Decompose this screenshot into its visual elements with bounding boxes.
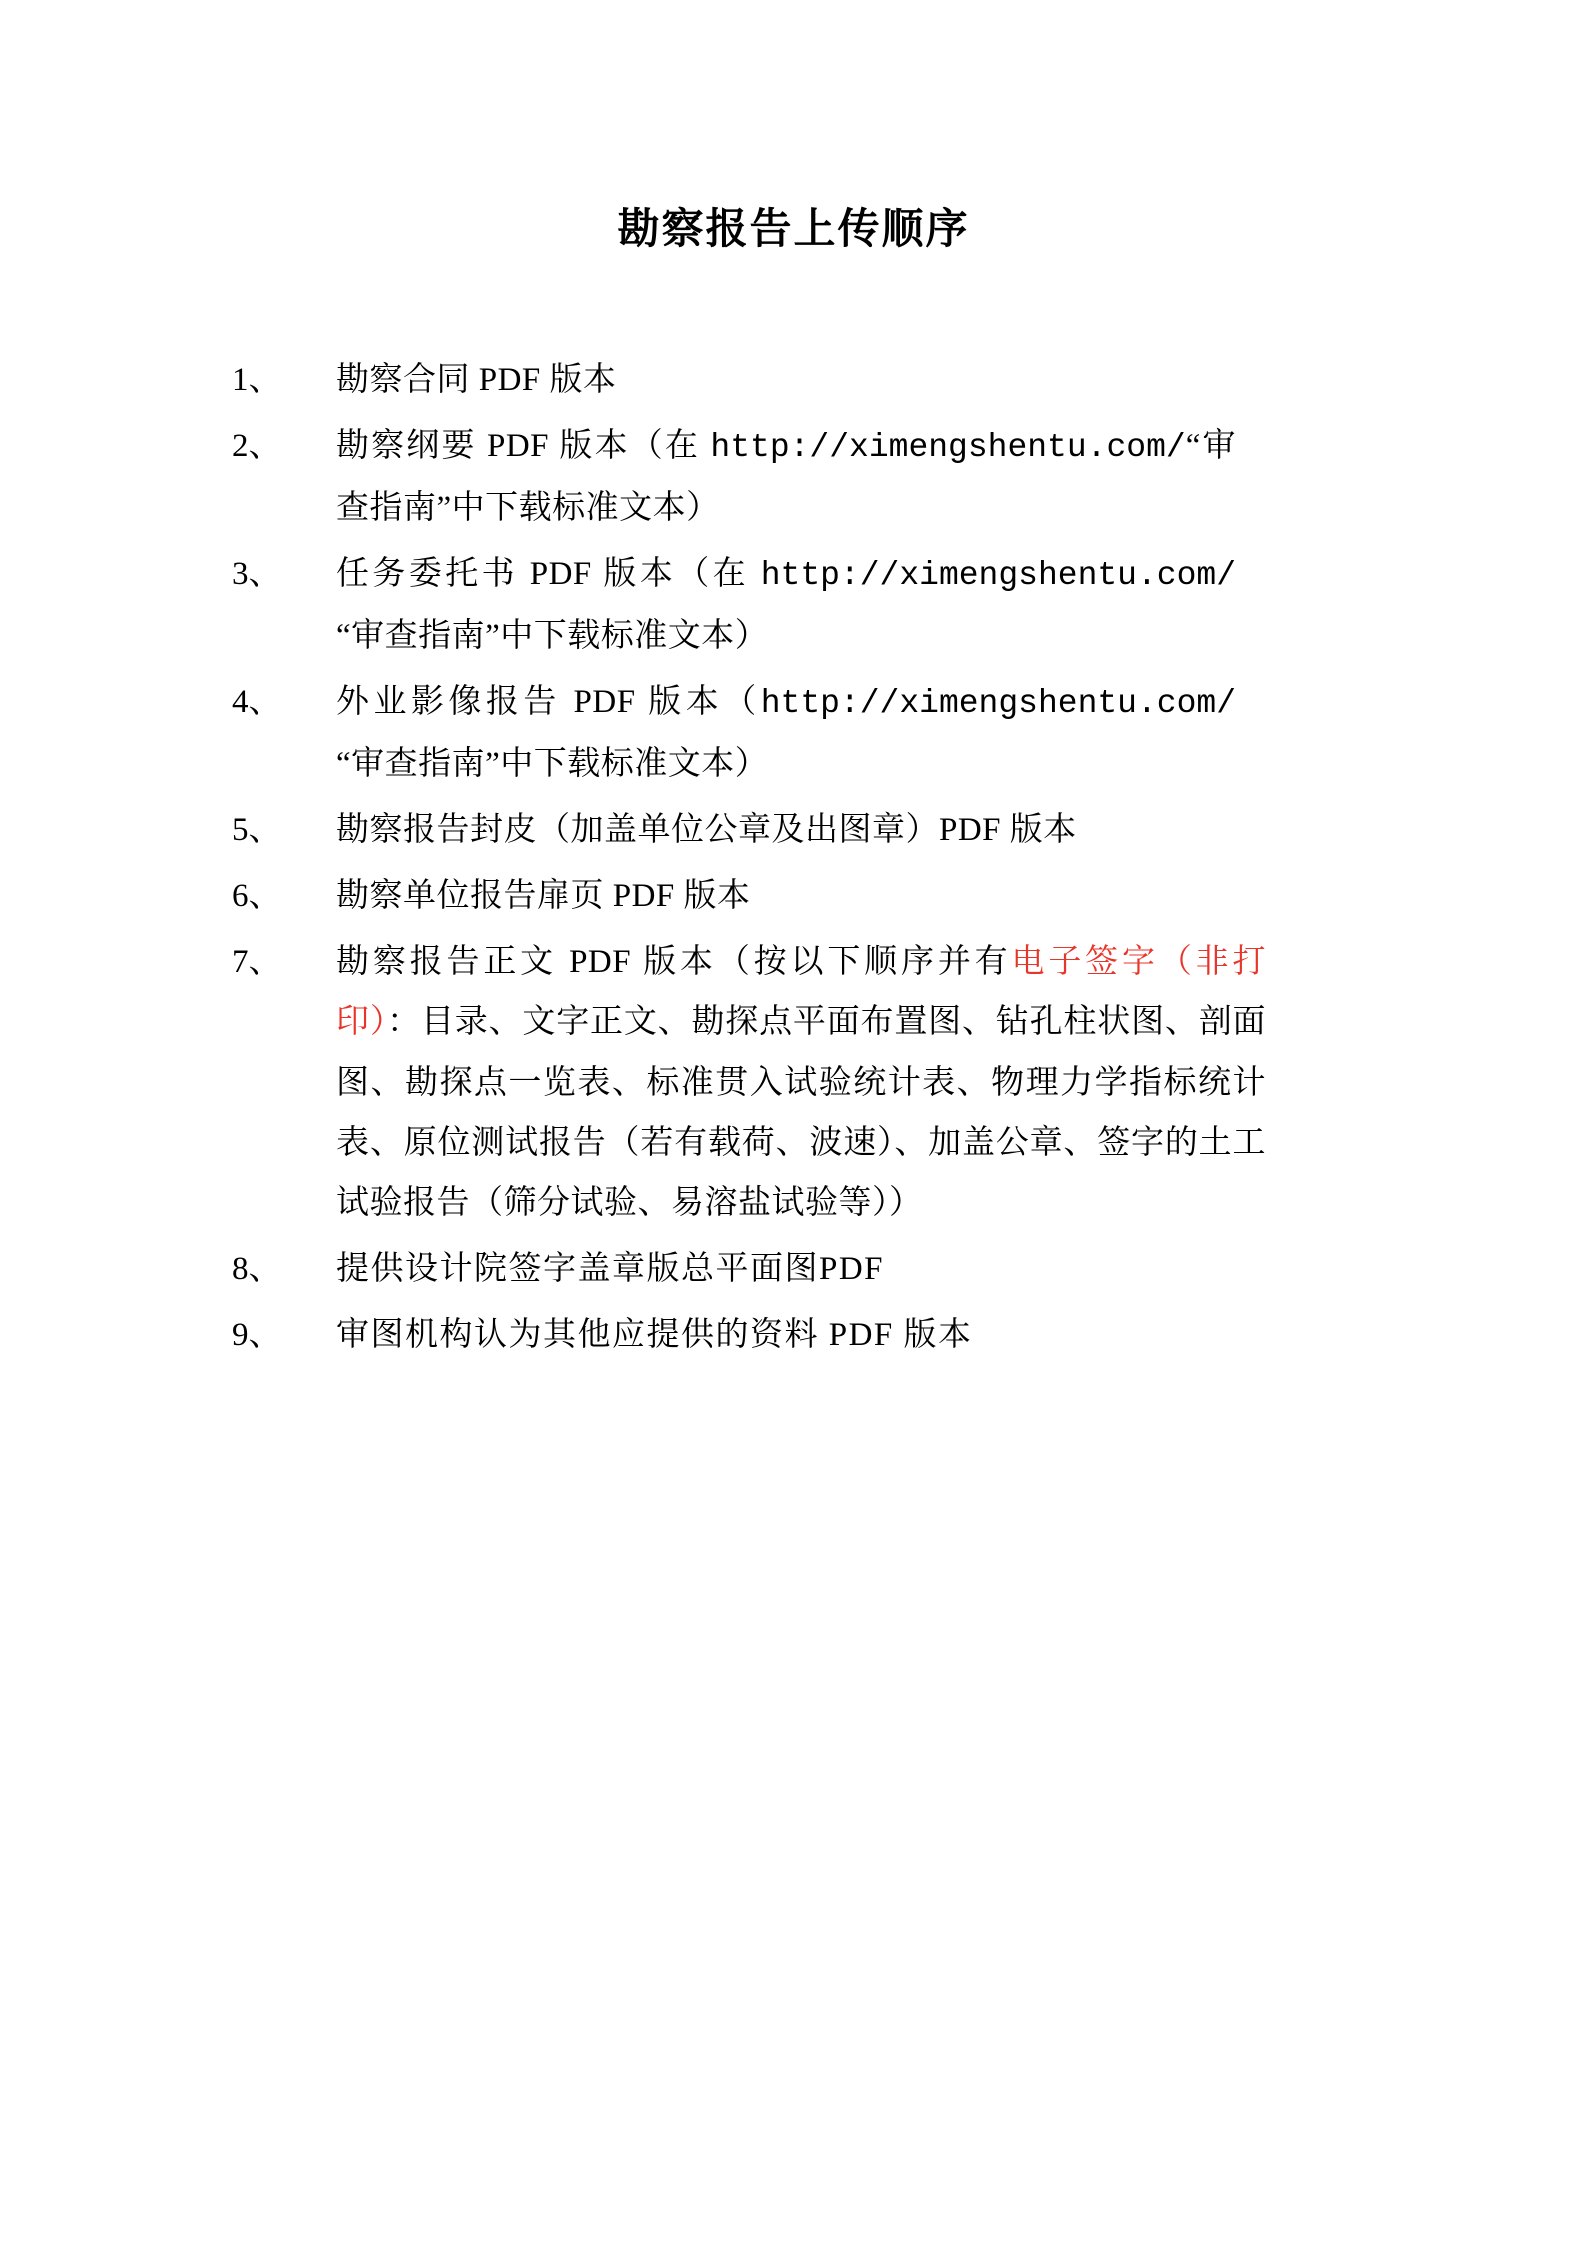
text-run: ：目录、文字正文、勘探点平面布置图、钻孔柱状图、剖面图、勘探点一览表、标准贯入试验统计表、物理力学指标统计表、原位测试报告（若有载荷、波速）、加盖公章、签字的土工试验报告（筛分试验、易溶盐试验等）） [336,1004,1267,1221]
text-run: 勘察报告封皮（加盖单位公章及出图章）PDF 版本 [336,812,1077,849]
upload-order-list [0,350,1587,1365]
list-item-marker: 5、 [232,812,282,849]
list-item-marker: 1、 [232,362,282,398]
text-run: 勘察纲要 PDF 版本（在 [336,428,711,465]
text-run: 任务委托书 PDF 版本（在 [336,556,761,593]
list-item-marker: 6、 [232,878,282,915]
list-item [0,350,1587,410]
list-item-text [336,544,1316,666]
page-title: 勘察报告上传顺序 [617,205,970,252]
list-item [0,932,1587,1232]
text-run: 审图机构认为其他应提供的资料 PDF 版本 [336,1316,973,1353]
list-item-text [336,800,1316,860]
text-run: 勘察单位报告扉页 PDF 版本 [336,878,751,915]
text-run: “审查指南”中下载标准文本） [336,618,769,655]
inline-url[interactable]: http://ximengshentu.com/ [710,429,1186,467]
list-item [0,544,1587,666]
text-run: “审查指南”中下载标准文本） [336,428,1236,527]
text-run: 勘察报告正文 PDF 版本（按以下顺序并有 [336,944,1012,981]
list-item-marker: 4、 [232,684,282,721]
list-item-marker: 8、 [232,1250,282,1287]
list-item [0,800,1587,860]
list-item-text [336,932,1346,1232]
highlighted-text: 电子签字（非打印） [336,944,1267,1041]
list-item-marker: 2、 [232,428,282,465]
list-item [0,1239,1587,1299]
inline-url[interactable]: http://ximengshentu.com/ [760,557,1236,595]
text-run: 勘察合同 PDF 版本 [336,362,617,398]
list-item-text [336,866,1316,926]
list-item-marker: 9、 [232,1316,282,1353]
list-item [0,416,1587,538]
inline-url[interactable]: http://ximengshentu.com/ [760,685,1236,723]
list-item-marker: 3、 [232,556,282,593]
list-item [0,672,1587,794]
list-item-text [336,416,1316,538]
list-item-text [336,350,1316,410]
text-run: 提供设计院签字盖章版总平面图PDF [336,1250,885,1287]
text-run: “审查指南”中下载标准文本） [336,746,769,783]
list-item-text [336,672,1316,794]
list-item-marker: 7、 [232,944,282,981]
list-item [0,1305,1587,1365]
list-item-text [336,1305,1316,1365]
list-item [0,866,1587,926]
text-run: 外业影像报告 PDF 版本（ [336,684,761,721]
list-item-text [336,1239,1316,1299]
